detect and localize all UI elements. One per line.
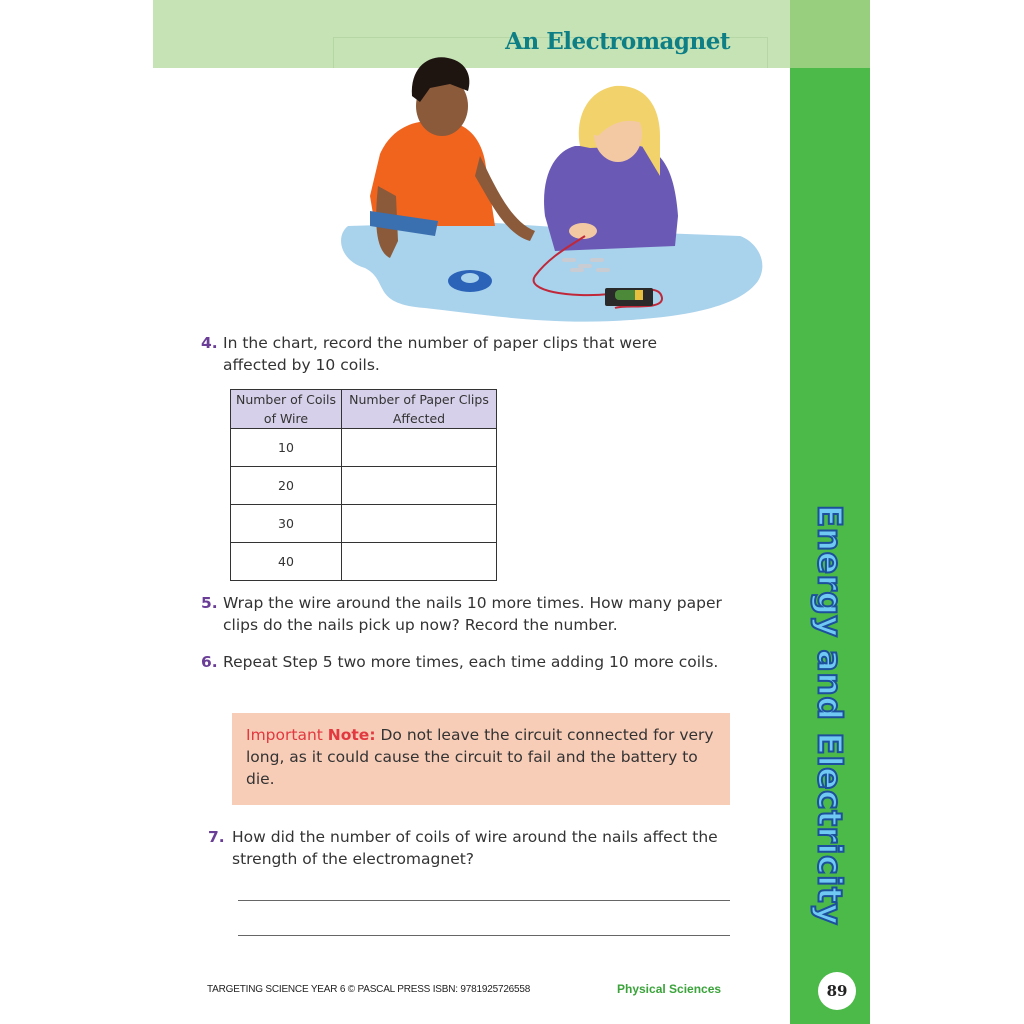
illustration-children-electromagnet [330, 36, 770, 328]
sidebar-top [790, 0, 870, 68]
question-number: 6. [201, 653, 218, 671]
clips-answer-cell[interactable] [342, 429, 497, 467]
sidebar-title: Energy and Electricity [810, 504, 850, 926]
question-5 [201, 592, 731, 636]
table-row [231, 505, 497, 543]
question-text: How did the number of coils of wire around the nails affect the strength of the electromagnet? [232, 828, 718, 868]
footer-section: Physical Sciences [617, 982, 722, 996]
question-text: In the chart, record the number of paper clips that were affected by 10 coils. [223, 334, 658, 374]
answer-line[interactable] [238, 935, 730, 936]
question-text: Wrap the wire around the nails 10 more times. How many paper clips do the nails pick up now? Record the number. [223, 594, 722, 634]
note-label: Note: [327, 726, 376, 744]
table-row [231, 543, 497, 581]
table-header-clips: Number of Paper Clips Affected [342, 390, 497, 429]
coils-cell: 10 [231, 429, 342, 467]
table-row [231, 467, 497, 505]
table-header-coils: Number of Coils of Wire [231, 390, 342, 429]
coils-cell: 30 [231, 505, 342, 543]
footer-copyright: TARGETING SCIENCE YEAR 6 © PASCAL PRESS ISBN: 9781925726558 [207, 984, 531, 995]
answer-line[interactable] [238, 900, 730, 901]
important-note [232, 713, 730, 805]
clips-answer-cell[interactable] [342, 543, 497, 581]
page-number: 89 [818, 972, 856, 1010]
question-text: Repeat Step 5 two more times, each time adding 10 more coils. [223, 653, 719, 671]
question-number: 5. [201, 594, 218, 612]
question-number: 4. [201, 334, 218, 352]
clips-answer-cell[interactable] [342, 467, 497, 505]
note-text: Do not leave the circuit connected for very long, as it could cause the circuit to fail and the battery to die. [246, 726, 714, 788]
coils-cell: 40 [231, 543, 342, 581]
question-4 [201, 332, 721, 376]
coils-table [230, 389, 497, 581]
page-title: An Electromagnet [505, 28, 730, 55]
note-prefix: Important [246, 726, 323, 744]
question-7 [208, 826, 728, 870]
question-6 [201, 651, 731, 673]
question-number: 7. [208, 828, 225, 846]
table-row [231, 429, 497, 467]
coils-cell: 20 [231, 467, 342, 505]
clips-answer-cell[interactable] [342, 505, 497, 543]
